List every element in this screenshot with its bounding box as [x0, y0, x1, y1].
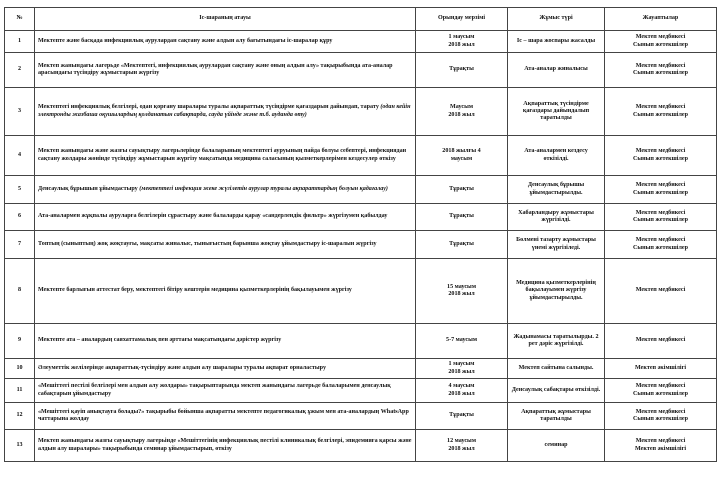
row-number: 8: [5, 259, 35, 324]
event-note: (одан кейін электронды жазбаша оқушылардың қолданатын сабақтарда, сауда үйінде және т.б. ауданда өту): [38, 104, 411, 118]
row-number: 9: [5, 324, 35, 359]
deadline-line-1: Тұрақты: [449, 185, 474, 192]
event-text: Топтың (сыныптың) жоқ жоқтауғы, мақсаты жиналыс, тынығыстың барынша жоқтау ұйымдастыру іс-шаралын жүргізу: [38, 240, 377, 247]
event-text: Мектеп жанындағы және жазғы сауықтыру лагерьлерінде балаларының мектептегі ауруының пайда болуы себептері, инфекциядан сақтану жолдары жөнінде түсіндіру жұмыстарын жүргізу мақсатында медицина саласының қызметкерлерімен кездесулер өткізу: [38, 148, 407, 162]
row-event: [35, 324, 416, 359]
row-work-type: Жадынамасы таратылырды. 2 рет дәріс жүргізілді.: [508, 324, 605, 359]
responsible-line-2: Сынып жетекшілер: [632, 416, 689, 422]
row-work-type: Денсаулық сабақтары өткізілді.: [508, 379, 605, 403]
row-event: [35, 204, 416, 231]
responsible-line-2: Мектеп әкімшілігі: [634, 445, 687, 452]
row-responsible: [605, 88, 717, 136]
row-responsible: [605, 231, 717, 259]
row-work-type: Мектеп сайтына салынды.: [508, 359, 605, 379]
deadline-line-2: 2018 жыл: [448, 41, 475, 48]
table-row: [5, 231, 717, 259]
row-responsible: [605, 204, 717, 231]
row-work-type: Медицина қызметкерлерінің бақылауымен жүргізу ұйымдастырылды.: [508, 259, 605, 324]
header-work-type: Жұмыс түрі: [508, 8, 605, 31]
deadline-line-1: Тұрақты: [449, 412, 474, 419]
responsible-line-1: Мектеп медбикесі: [635, 209, 686, 216]
row-work-type: Ақпараттық түсіндірме қағаздары дайындалып таратылды: [508, 88, 605, 136]
responsible-line-1: Мектеп әкімшілігі: [634, 364, 687, 371]
plan-table: [4, 7, 717, 462]
row-deadline: [416, 204, 508, 231]
row-number: 1: [5, 31, 35, 53]
event-text: Мектепте барлығын аттестат беру, мектептегі бітіру кештерін медицина қызметкерлерінің бақылауымен жүргізу: [38, 287, 352, 294]
row-event: [35, 31, 416, 53]
event-text: Мектеп жанындағы лагерьде «Мектептегі, инфекциялық аурулардан сақтану және оның алдын алу» тақырыбында ата-аналар арасындағы түсіндіру жұмыстарын жүргізу: [38, 62, 393, 76]
responsible-line-1: Мектеп медбикесі: [635, 287, 686, 294]
table-row: [5, 176, 717, 204]
deadline-line-1: Тұрақты: [449, 240, 474, 247]
deadline-line-1: 15 маусым: [447, 283, 476, 290]
deadline-line-1: Тұрақты: [449, 66, 474, 73]
row-responsible: [605, 259, 717, 324]
row-work-type: Денсаулық бұрышы ұйымдастырылды.: [508, 176, 605, 204]
row-responsible: [605, 359, 717, 379]
responsible-line-1: Мектеп медбикесі: [635, 148, 686, 155]
row-event: [35, 359, 416, 379]
row-number: 6: [5, 204, 35, 231]
row-deadline: [416, 259, 508, 324]
row-work-type: Ата-аналар жиналысы: [508, 53, 605, 88]
event-text: Мектепте және басқада инфекциялық аурулардан сақтану және алдын алу бағытындағы іс-шаралар құру: [38, 37, 333, 44]
responsible-line-1: Мектеп медбикесі: [635, 34, 686, 41]
row-number: 4: [5, 136, 35, 176]
event-text: «Мешіттегі пестілі белгілері мен алдын алу жолдары» тақырыптарында мектеп жанындағы лагерьде балаларымен денсаулық сабақтарын ұйымдастыру: [38, 383, 391, 397]
row-number: 12: [5, 403, 35, 430]
table-row: [5, 403, 717, 430]
row-responsible: [605, 403, 717, 430]
row-event: [35, 259, 416, 324]
row-work-type: Хабарландыру жұмыстары жүргізілді.: [508, 204, 605, 231]
table-row: [5, 430, 717, 462]
row-event: [35, 88, 416, 136]
table-row: [5, 31, 717, 53]
row-number: 7: [5, 231, 35, 259]
responsible-line-1: Мектеп медбикесі: [635, 408, 686, 415]
header-responsible: Жауаптылар: [605, 8, 717, 31]
responsible-line-1: Мектеп медбикесі: [635, 438, 686, 445]
table-row: [5, 136, 717, 176]
responsible-line-2: Сынып жетекшілер: [632, 217, 689, 223]
row-event: [35, 403, 416, 430]
deadline-line-1: 12 маусым: [447, 438, 476, 445]
responsible-line-1: Мектеп медбикесі: [635, 337, 686, 344]
responsible-line-1: Мектеп медбикесі: [635, 62, 686, 69]
responsible-line-1: Мектеп медбикесі: [635, 237, 686, 244]
row-deadline: [416, 379, 508, 403]
event-text: Мектепте ата – аналардың саяхаттамалық пен әрттағы мақсатындағы дәрістер жүргізу: [38, 337, 282, 344]
row-event: [35, 53, 416, 88]
responsible-line-2: Сынып жетекшілер: [632, 155, 689, 162]
deadline-line-2: 2018 жыл: [448, 291, 475, 297]
row-work-type: Ақпараттық жұмыстары таратылды: [508, 403, 605, 430]
deadline-line-2: 2018 жыл: [448, 445, 475, 452]
deadline-line-1: Тұрақты: [449, 213, 474, 220]
responsible-line-1: Мектеп медбикесі: [635, 104, 686, 111]
row-deadline: [416, 403, 508, 430]
responsible-line-2: Сынып жетекшілер: [632, 111, 689, 118]
table-row: [5, 53, 717, 88]
deadline-line-2: 2018 жыл: [448, 368, 475, 375]
table-header-row: [5, 8, 717, 31]
row-event: [35, 136, 416, 176]
header-event: Іс-шараның атауы: [35, 8, 416, 31]
deadline-line-2: маусым: [450, 155, 473, 162]
row-work-type: Ата-аналармен кездесу өткізілді.: [508, 136, 605, 176]
event-text: Әлеуметтік желілерінде ақпараттық-түсіндіру және алдын алу шаралары туралы ақпарат орналастыру: [38, 364, 327, 371]
responsible-line-2: Сынып жетекшілер: [632, 390, 689, 397]
deadline-line-2: 2018 жыл: [448, 390, 475, 397]
deadline-line-1: 5-7 маусым: [446, 337, 477, 344]
table-row: [5, 379, 717, 403]
row-responsible: [605, 379, 717, 403]
row-number: 11: [5, 379, 35, 403]
row-deadline: [416, 324, 508, 359]
responsible-line-2: Сынып жетекшілер: [632, 70, 689, 76]
row-responsible: [605, 31, 717, 53]
event-text: Ата-аналармен жұқпалы ауруларға белгілерін сұрастыру және балаларды қарау «сандерлендік фильтр» жүргізумен қабылдау: [38, 213, 388, 220]
row-responsible: [605, 176, 717, 204]
event-text: Мектептегі инфекциялық белгілері, одан қорғану шаралары туралы ақпараттық түсіндірме қағаздарын дайындап, тарату: [38, 104, 379, 111]
row-responsible: [605, 430, 717, 462]
row-number: 2: [5, 53, 35, 88]
row-work-type: семинар: [508, 430, 605, 462]
table-body: [5, 31, 717, 462]
table-row: [5, 324, 717, 359]
deadline-line-1: 1 маусым: [448, 361, 475, 368]
row-event: [35, 176, 416, 204]
row-responsible: [605, 136, 717, 176]
event-text: Мектеп жанындағы жазғы сауықтыру лагерьінде «Мешіттегінің инфекциялық пестілі клиникалық белгілері, эпидемияға қарсы және алдын алу шаралары» тақырыбында семинар ұйымдастырып, өткізу: [38, 438, 412, 452]
row-deadline: [416, 430, 508, 462]
table-row: [5, 359, 717, 379]
row-number: 5: [5, 176, 35, 204]
row-responsible: [605, 324, 717, 359]
row-work-type: Іс – шара жоспары жасалды: [508, 31, 605, 53]
table-row: [5, 88, 717, 136]
responsible-line-2: Сынып жетекшілер: [632, 41, 689, 48]
row-number: 3: [5, 88, 35, 136]
event-text: «Мешіттегі қауіп анықтауға болады?» тақырыбы бойынша ақпаратты мектепте педагогикалық ұжым мен ата-аналардың WhatsApp чаттарына жолдау: [38, 408, 409, 422]
event-note: (мектептегі инфекция жеке жүгілетін аурулар туралы ақпараттардың болуын қадағалау): [139, 185, 388, 192]
table-row: [5, 259, 717, 324]
deadline-line-1: 1 маусым: [448, 34, 475, 41]
row-responsible: [605, 53, 717, 88]
responsible-line-1: Мектеп медбикесі: [635, 383, 686, 390]
responsible-line-1: Мектеп медбикесі: [635, 182, 686, 189]
row-number: 13: [5, 430, 35, 462]
header-deadline: Орындау мерзімі: [416, 8, 508, 31]
row-deadline: [416, 176, 508, 204]
row-event: [35, 430, 416, 462]
responsible-line-2: Сынып жетекшілер: [632, 189, 689, 196]
event-text: Денсаулық бұрышын ұйымдастыру: [38, 185, 138, 192]
row-deadline: [416, 136, 508, 176]
deadline-line-1: Маусым: [450, 104, 473, 111]
row-event: [35, 231, 416, 259]
row-event: [35, 379, 416, 403]
row-number: 10: [5, 359, 35, 379]
header-number: №: [5, 8, 35, 31]
row-deadline: [416, 53, 508, 88]
row-deadline: [416, 231, 508, 259]
responsible-line-2: Сынып жетекшілер: [632, 244, 689, 251]
row-work-type: Бөлмені тазарту жұмыстары үнемі жүргізіледі.: [508, 231, 605, 259]
deadline-line-1: 4 маусым: [448, 383, 475, 390]
deadline-line-2: 2018 жыл: [448, 111, 475, 118]
row-deadline: [416, 31, 508, 53]
row-deadline: [416, 88, 508, 136]
row-deadline: [416, 359, 508, 379]
deadline-line-1: 2018 жылғы 4: [442, 148, 481, 155]
table-row: [5, 204, 717, 231]
